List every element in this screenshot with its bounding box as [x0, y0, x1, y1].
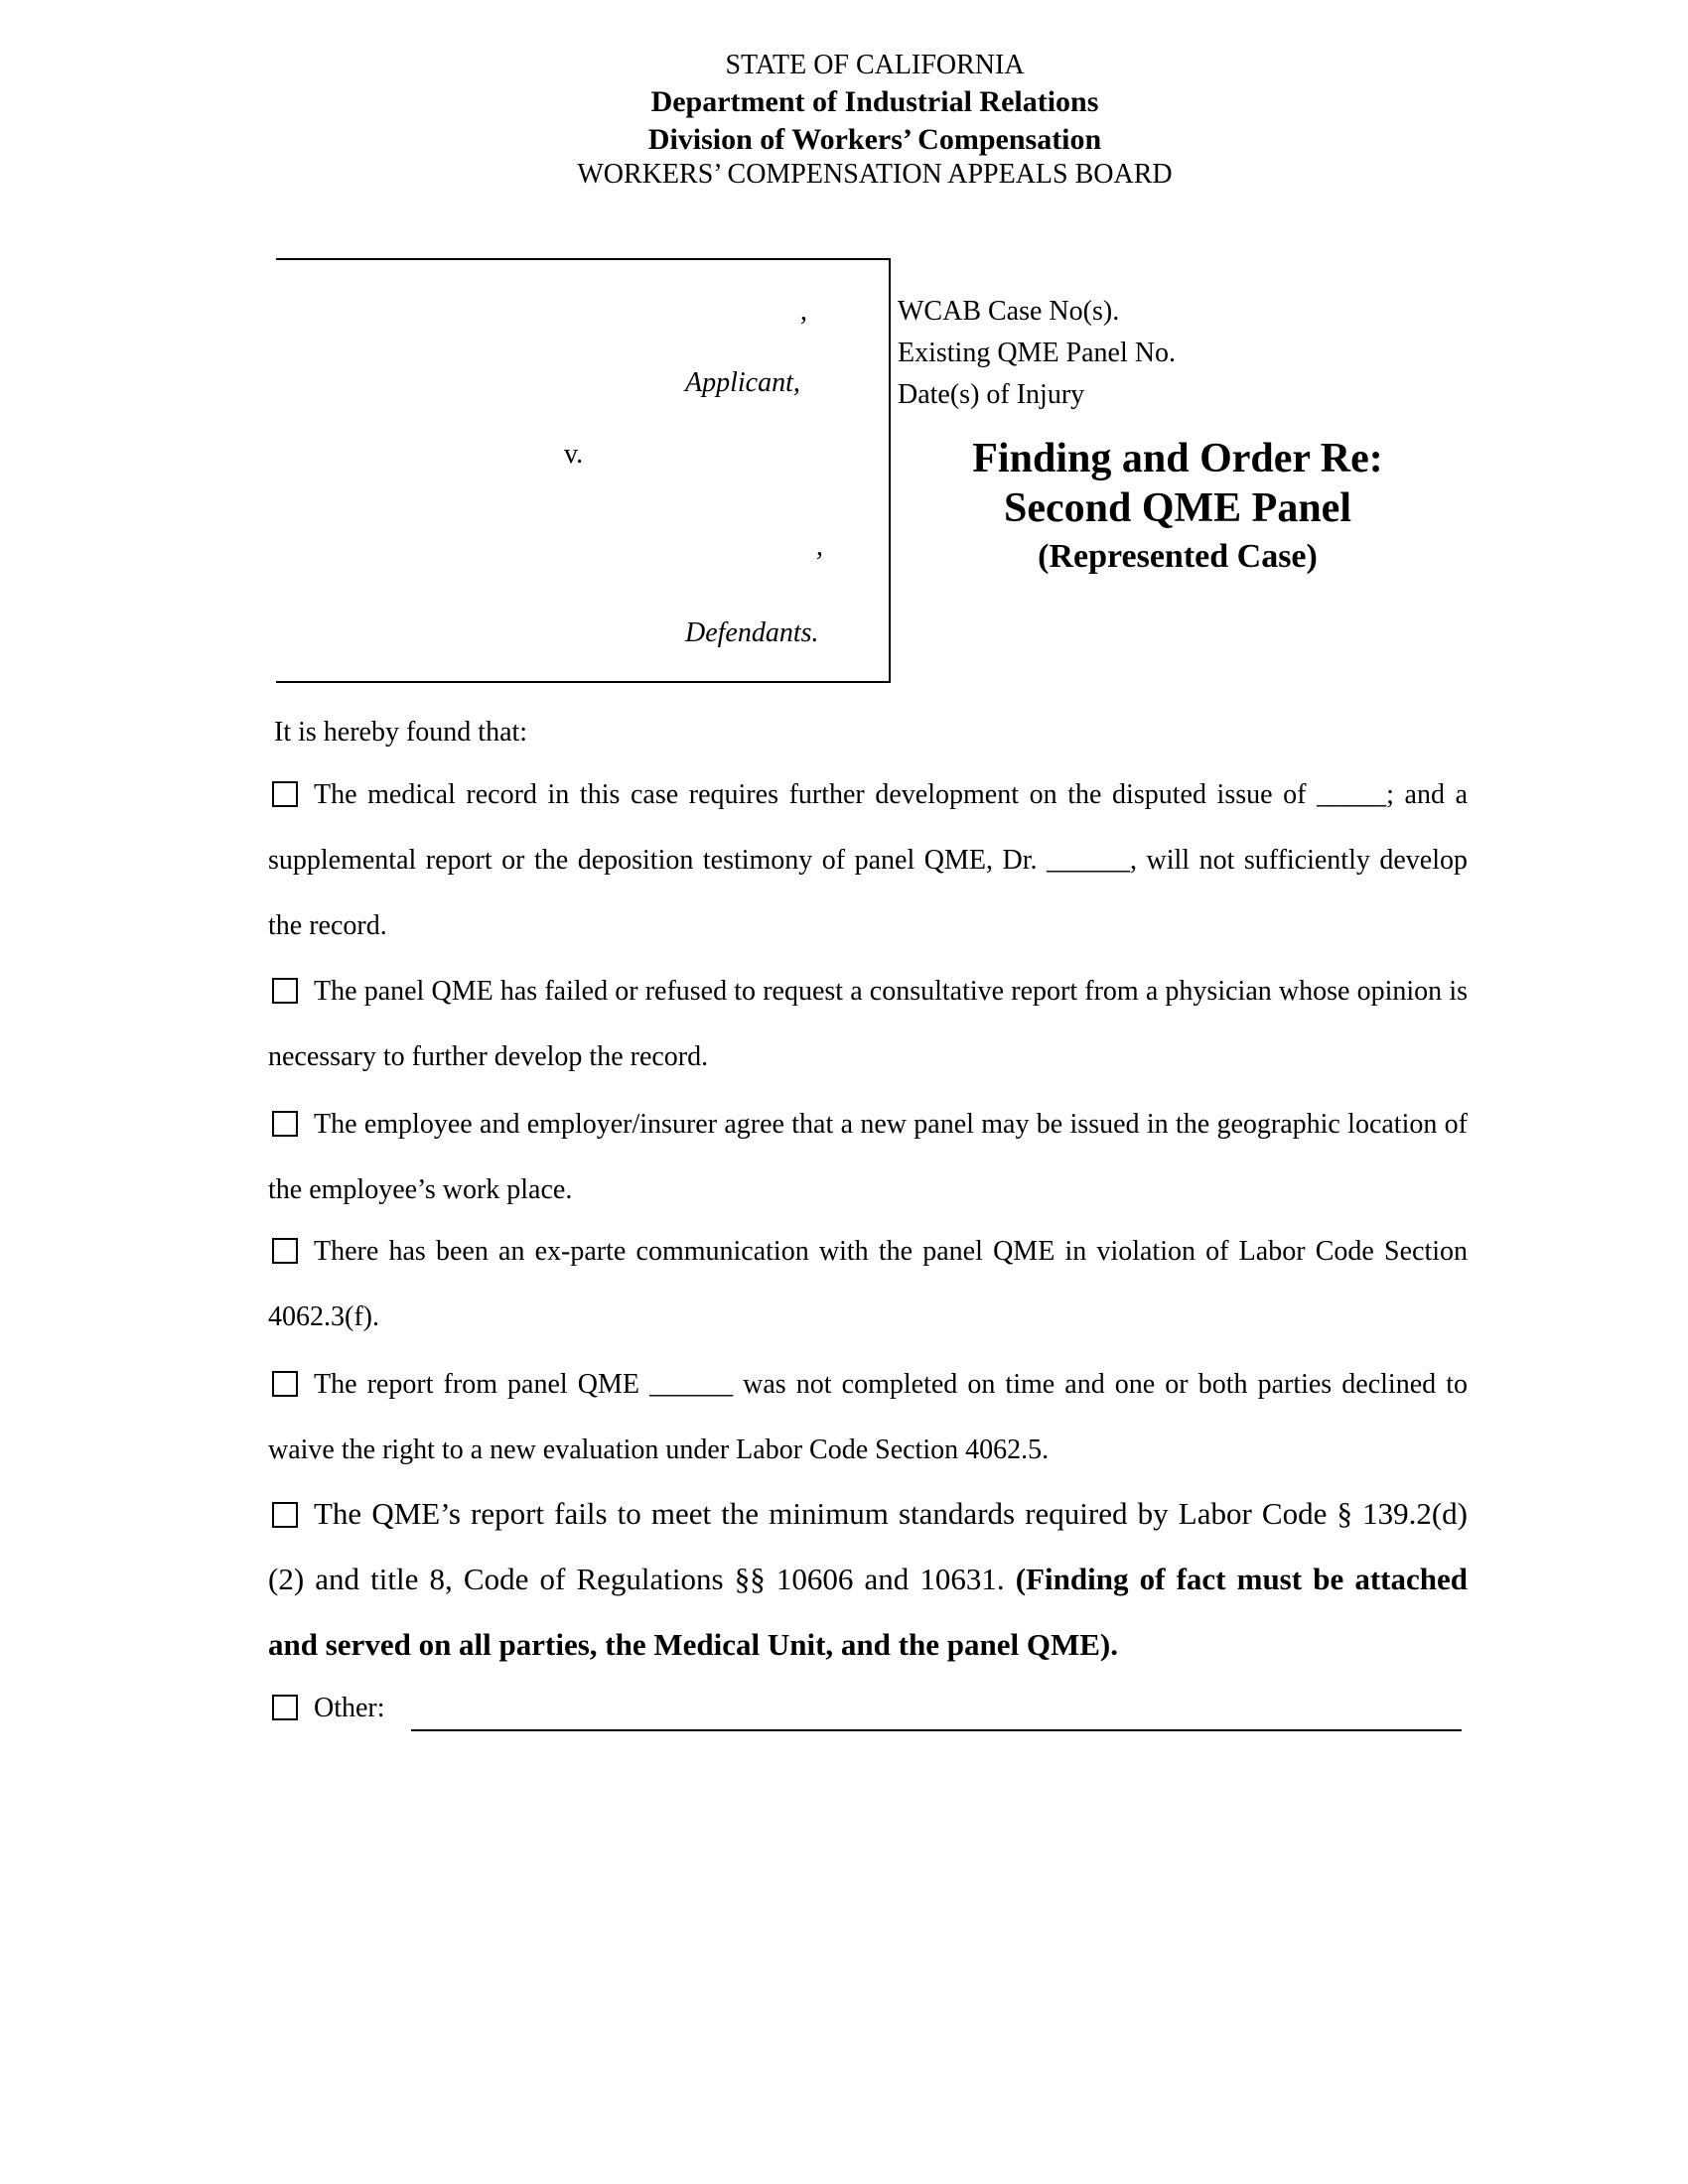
finding-checkbox[interactable]: [272, 1371, 298, 1397]
finding-checkbox[interactable]: [272, 1502, 298, 1528]
finding-item: [268, 959, 1468, 1090]
defendant-name-comma: ,: [816, 531, 823, 562]
finding-item: [268, 1481, 1468, 1678]
other-input-line[interactable]: [411, 1729, 1462, 1731]
injury-date-label: Date(s) of Injury: [898, 379, 1085, 410]
versus-label: v.: [564, 439, 584, 470]
finding-checkbox[interactable]: [272, 1111, 298, 1137]
finding-note: (Finding of fact must be attached and served on all parties, the Medical Unit, and the panel QME).: [268, 1562, 1468, 1662]
finding-item: [268, 1352, 1468, 1483]
intro-text: It is hereby found that:: [274, 717, 528, 748]
header-department: Department of Industrial Relations: [650, 85, 1099, 118]
header-division: Division of Workers’ Compensation: [647, 123, 1102, 156]
finding-text: The panel QME has failed or refused to request a consultative report from a physician whose opinion is necessary to further develop the record.: [268, 976, 1468, 1072]
case-number-label: WCAB Case No(s).: [898, 296, 1120, 327]
other-label: Other:: [314, 1693, 385, 1723]
other-item: [268, 1676, 1468, 1741]
finding-text: The report from panel QME ______ was not completed on time and one or both parties declined to waive the right to a new evaluation under Labor Code Section 4062.5.: [268, 1369, 1468, 1465]
panel-number-label: Existing QME Panel No.: [898, 338, 1176, 368]
finding-item: [268, 762, 1468, 959]
finding-checkbox[interactable]: [272, 781, 298, 807]
other-checkbox[interactable]: [272, 1695, 298, 1720]
defendants-label: Defendants.: [685, 617, 819, 648]
finding-text: The employee and employer/insurer agree that a new panel may be issued in the geographic location of the employee’s work place.: [268, 1109, 1468, 1205]
form-title-line2: Second QME Panel: [1003, 485, 1351, 531]
applicant-label: Applicant,: [685, 367, 800, 398]
finding-text: There has been an ex-parte communication with the panel QME in violation of Labor Code Section 4062.3(f).: [268, 1236, 1468, 1332]
form-title-line1: Finding and Order Re:: [972, 436, 1383, 481]
finding-item: [268, 1219, 1468, 1350]
finding-item: [268, 1092, 1468, 1223]
caption-top-rule: [276, 258, 890, 260]
header-state: STATE OF CALIFORNIA: [725, 50, 1025, 80]
applicant-name-comma: ,: [800, 296, 807, 327]
header-board: WORKERS’ COMPENSATION APPEALS BOARD: [577, 159, 1173, 190]
finding-text: The QME’s report fails to meet the minimum standards required by Labor Code § 139.2(d)(2) and title 8, Code of Regulations §§ 10606 and 10631.: [268, 1496, 1468, 1596]
caption-bottom-rule: [276, 681, 891, 683]
finding-checkbox[interactable]: [272, 978, 298, 1004]
form-title-line3: (Represented Case): [1038, 538, 1318, 575]
finding-text: The medical record in this case requires further development on the disputed issue of _____; and a supplemental report or the deposition testimony of panel QME, Dr. ______, will not sufficiently develop the record.: [268, 779, 1468, 941]
finding-checkbox[interactable]: [272, 1238, 298, 1264]
